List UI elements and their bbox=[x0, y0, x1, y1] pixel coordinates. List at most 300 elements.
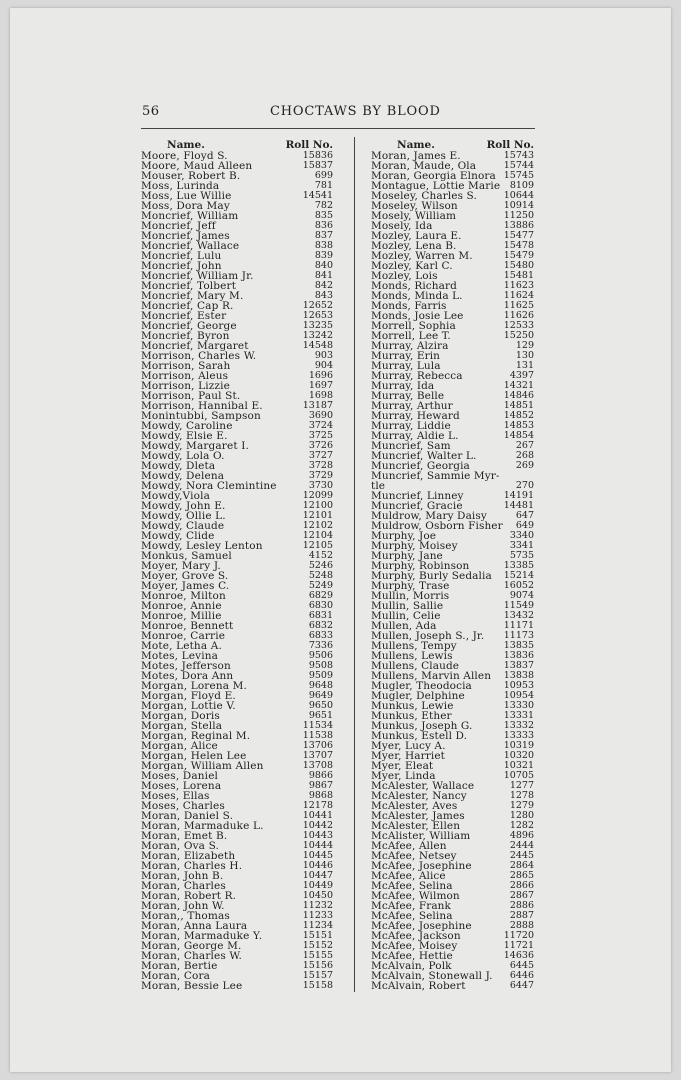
enrollee-name: Moncrief, Tolbert bbox=[141, 280, 237, 292]
left-column bbox=[141, 139, 333, 991]
enrollee-name: Morrison, Charles W. bbox=[141, 350, 257, 362]
roll-number: 838 bbox=[314, 240, 333, 251]
roll-number: 9074 bbox=[509, 590, 534, 601]
roll-number: 3341 bbox=[509, 540, 534, 551]
enrollee-name: Mowdy, Margaret I. bbox=[141, 440, 249, 452]
roll-number: 14854 bbox=[503, 430, 534, 441]
roll-number: 11234 bbox=[302, 920, 333, 931]
enrollee-name: Moore, Maud Alleen bbox=[141, 160, 253, 172]
roll-number: 15837 bbox=[302, 160, 333, 171]
roll-number: 15743 bbox=[503, 150, 534, 161]
enrollee-name: Moncrief, James bbox=[141, 230, 230, 242]
roll-number: 14481 bbox=[503, 500, 534, 511]
enrollee-name: McAfee, Frank bbox=[371, 900, 452, 912]
roll-number: 15156 bbox=[302, 960, 333, 971]
enrollee-name: Moran, Emet B. bbox=[141, 830, 228, 842]
enrollee-name: Mozley, Lena B. bbox=[371, 240, 457, 252]
enrollee-name: McAfee, Allen bbox=[371, 840, 447, 852]
enrollee-name: Morgan, William Allen bbox=[141, 760, 264, 772]
roll-number: 3727 bbox=[308, 450, 333, 461]
roll-entry bbox=[371, 981, 534, 991]
enrollee-name: Moses, Lorena bbox=[141, 780, 222, 792]
enrollee-name: Moncrief, William bbox=[141, 210, 239, 222]
enrollee-name: Morgan, Helen Lee bbox=[141, 750, 247, 762]
roll-number: 13886 bbox=[503, 220, 534, 231]
enrollee-name: Moncrief, Jeff bbox=[141, 220, 216, 232]
roll-number: 11233 bbox=[302, 910, 333, 921]
roll-entry bbox=[141, 981, 333, 991]
roll-number: 11538 bbox=[302, 730, 333, 741]
enrollee-name: Murphy, Trase bbox=[371, 580, 450, 592]
enrollee-name: tle bbox=[371, 480, 386, 492]
left-column-rows bbox=[141, 151, 333, 991]
enrollee-name: McAfee, Jackson bbox=[371, 930, 461, 942]
right-column bbox=[371, 139, 534, 991]
enrollee-name: Moyer, James C. bbox=[141, 580, 230, 592]
enrollee-name: Mowdy, Clide bbox=[141, 530, 215, 542]
roll-number: 782 bbox=[314, 200, 333, 211]
roll-number: 15836 bbox=[302, 150, 333, 161]
enrollee-name: Murray, Erin bbox=[371, 350, 441, 362]
enrollee-name: Mullen, Ada bbox=[371, 620, 437, 632]
enrollee-name: Monroe, Millie bbox=[141, 610, 222, 622]
roll-number: 3728 bbox=[308, 460, 333, 471]
enrollee-name: Morgan, Lorena M. bbox=[141, 680, 248, 692]
roll-number: 2887 bbox=[509, 910, 534, 921]
enrollee-name: Moran, Anna Laura bbox=[141, 920, 248, 932]
roll-number: 130 bbox=[515, 350, 534, 361]
enrollee-name: Mullin, Morris bbox=[371, 590, 450, 602]
name-column-heading: Name. bbox=[167, 139, 205, 151]
enrollee-name: Muncrief, Sammie Myr- bbox=[371, 470, 500, 482]
roll-number: 10443 bbox=[302, 830, 333, 841]
column-divider bbox=[354, 137, 355, 992]
enrollee-name: Moran, Cora bbox=[141, 970, 211, 982]
enrollee-name: Muncrief, Linney bbox=[371, 490, 464, 502]
roll-number: 837 bbox=[314, 230, 333, 241]
roll-number: 4397 bbox=[509, 370, 534, 381]
enrollee-name: Murray, Heward bbox=[371, 410, 460, 422]
enrollee-name: Muldrow, Osborn Fisher bbox=[371, 520, 503, 532]
enrollee-name: Mullen, Joseph S., Jr. bbox=[371, 630, 485, 642]
enrollee-name: Moncrief, Lulu bbox=[141, 250, 222, 262]
roll-number: 9650 bbox=[308, 700, 333, 711]
roll-number: 13836 bbox=[503, 650, 534, 661]
roll-number: 9649 bbox=[308, 690, 333, 701]
enrollee-name: Moncrief, George bbox=[141, 320, 237, 332]
enrollee-name: Mugler, Delphine bbox=[371, 690, 465, 702]
roll-number: 2445 bbox=[509, 850, 534, 861]
roll-number: 699 bbox=[314, 170, 333, 181]
enrollee-name: McAfee, Wilmon bbox=[371, 890, 460, 902]
enrollee-name: Moncrief, Cap R. bbox=[141, 300, 234, 312]
page-title: CHOCTAWS BY BLOOD bbox=[270, 104, 441, 119]
roll-number: 12105 bbox=[302, 540, 333, 551]
roll-number: 1698 bbox=[308, 390, 333, 401]
roll-number: 3730 bbox=[308, 480, 333, 491]
enrollee-name: McAfee, Josephine bbox=[371, 920, 472, 932]
roll-number: 842 bbox=[314, 280, 333, 291]
roll-number: 781 bbox=[314, 180, 333, 191]
roll-number: 10450 bbox=[302, 890, 333, 901]
enrollee-name: McAfee, Moisey bbox=[371, 940, 458, 952]
roll-number: 2865 bbox=[509, 870, 534, 881]
enrollee-name: Murray, Rebecca bbox=[371, 370, 463, 382]
enrollee-name: Mowdy, Claude bbox=[141, 520, 225, 532]
roll-number: 10914 bbox=[503, 200, 534, 211]
enrollee-name: McAfee, Alice bbox=[371, 870, 446, 882]
roll-number: 13385 bbox=[503, 560, 534, 571]
roll-number: 13837 bbox=[503, 660, 534, 671]
roll-number: 10319 bbox=[503, 740, 534, 751]
enrollee-name: Morrell, Lee T. bbox=[371, 330, 451, 342]
roll-number: 15479 bbox=[503, 250, 534, 261]
roll-number: 14548 bbox=[302, 340, 333, 351]
roll-number: 11173 bbox=[503, 630, 534, 641]
enrollee-name: McAlvain, Polk bbox=[371, 960, 452, 972]
roll-number: 15158 bbox=[302, 980, 333, 991]
enrollee-name: Myer, Lucy A. bbox=[371, 740, 446, 752]
roll-number: 15480 bbox=[503, 260, 534, 271]
enrollee-name: Moran, George M. bbox=[141, 940, 242, 952]
enrollee-name: Muldrow, Mary Daisy bbox=[371, 510, 487, 522]
roll-number: 6832 bbox=[308, 620, 333, 631]
enrollee-name: Moran, Daniel S. bbox=[141, 810, 234, 822]
roll-number: 13706 bbox=[302, 740, 333, 751]
enrollee-name: Morgan, Floyd E. bbox=[141, 690, 236, 702]
roll-number: 15151 bbox=[302, 930, 333, 941]
right-column-rows bbox=[371, 151, 534, 991]
roll-number: 10705 bbox=[503, 770, 534, 781]
roll-number: 10320 bbox=[503, 750, 534, 761]
roll-number: 13331 bbox=[503, 710, 534, 721]
enrollee-name: Motes, Jefferson bbox=[141, 660, 231, 672]
enrollee-name: Mowdy, Elsie E. bbox=[141, 430, 228, 442]
roll-number: 12653 bbox=[302, 310, 333, 321]
enrollee-name: Murray, Lula bbox=[371, 360, 441, 372]
enrollee-name: McAlester, Wallace bbox=[371, 780, 475, 792]
enrollee-name: Motes, Levina bbox=[141, 650, 219, 662]
enrollee-name: Moran, John B. bbox=[141, 870, 224, 882]
roll-number: 13432 bbox=[503, 610, 534, 621]
roll-number: 3340 bbox=[509, 530, 534, 541]
roll-number: 10953 bbox=[503, 680, 534, 691]
roll-number: 10442 bbox=[302, 820, 333, 831]
roll-number: 2866 bbox=[509, 880, 534, 891]
enrollee-name: Moran,, Thomas bbox=[141, 910, 230, 922]
roll-number: 5246 bbox=[308, 560, 333, 571]
roll-number: 6445 bbox=[509, 960, 534, 971]
roll-number: 6447 bbox=[509, 980, 534, 991]
roll-number: 13707 bbox=[302, 750, 333, 761]
roll-number: 840 bbox=[314, 260, 333, 271]
roll-number: 2867 bbox=[509, 890, 534, 901]
enrollee-name: Monroe, Milton bbox=[141, 590, 226, 602]
roll-number: 3724 bbox=[308, 420, 333, 431]
roll-number: 15250 bbox=[503, 330, 534, 341]
roll-number: 4896 bbox=[509, 830, 534, 841]
enrollee-name: Morrison, Hannibal E. bbox=[141, 400, 263, 412]
roll-number: 10321 bbox=[503, 760, 534, 771]
enrollee-name: Murray, Aldie L. bbox=[371, 430, 459, 442]
roll-number: 13332 bbox=[503, 720, 534, 731]
roll-number: 129 bbox=[515, 340, 534, 351]
roll-number: 835 bbox=[314, 210, 333, 221]
enrollee-name: Monds, Josie Lee bbox=[371, 310, 464, 322]
roll-number: 836 bbox=[314, 220, 333, 231]
roll-number: 1697 bbox=[308, 380, 333, 391]
roll-number: 13838 bbox=[503, 670, 534, 681]
roll-number: 267 bbox=[515, 440, 534, 451]
enrollee-name: Morgan, Lottie V. bbox=[141, 700, 236, 712]
roll-number: 15214 bbox=[503, 570, 534, 581]
enrollee-name: Moran, Ova S. bbox=[141, 840, 220, 852]
enrollee-name: Mosely, William bbox=[371, 210, 457, 222]
roll-number: 10447 bbox=[302, 870, 333, 881]
roll-number: 12533 bbox=[503, 320, 534, 331]
enrollee-name: Morgan, Alice bbox=[141, 740, 218, 752]
enrollee-name: Morrison, Paul St. bbox=[141, 390, 241, 402]
roll-number: 6831 bbox=[308, 610, 333, 621]
roll-number: 12102 bbox=[302, 520, 333, 531]
roll-number: 15481 bbox=[503, 270, 534, 281]
enrollee-name: Moncrief, John bbox=[141, 260, 222, 272]
roll-number: 10644 bbox=[503, 190, 534, 201]
roll-number: 1696 bbox=[308, 370, 333, 381]
enrollee-name: Myer, Linda bbox=[371, 770, 436, 782]
document-page bbox=[10, 8, 671, 1072]
enrollee-name: Mullens, Tempy bbox=[371, 640, 457, 652]
roll-number: 13235 bbox=[302, 320, 333, 331]
enrollee-name: Moncrief, William Jr. bbox=[141, 270, 254, 282]
enrollee-name: Mullens, Claude bbox=[371, 660, 460, 672]
roll-number: 15478 bbox=[503, 240, 534, 251]
enrollee-name: Moran, Maude, Ola bbox=[371, 160, 477, 172]
roll-number: 1280 bbox=[509, 810, 534, 821]
enrollee-name: Motes, Dora Ann bbox=[141, 670, 234, 682]
roll-number: 10444 bbox=[302, 840, 333, 851]
enrollee-name: Morrison, Aleus bbox=[141, 370, 229, 382]
name-column-heading: Name. bbox=[397, 139, 435, 151]
enrollee-name: Myer, Harriet bbox=[371, 750, 445, 762]
enrollee-name: Mowdy, Dleta bbox=[141, 460, 216, 472]
enrollee-name: Monroe, Bennett bbox=[141, 620, 234, 632]
enrollee-name: Mozley, Warren M. bbox=[371, 250, 473, 262]
roll-number: 10449 bbox=[302, 880, 333, 891]
roll-number: 14321 bbox=[503, 380, 534, 391]
enrollee-name: McAfee, Josephine bbox=[371, 860, 472, 872]
roll-number: 11171 bbox=[503, 620, 534, 631]
enrollee-name: Munkus, Ether bbox=[371, 710, 452, 722]
roll-number: 15745 bbox=[503, 170, 534, 181]
enrollee-name: Myer, Eleat bbox=[371, 760, 434, 772]
enrollee-name: McAlester, James bbox=[371, 810, 465, 822]
enrollee-name: Mugler, Theodocia bbox=[371, 680, 472, 692]
enrollee-name: Moses, Daniel bbox=[141, 770, 219, 782]
roll-number: 9509 bbox=[308, 670, 333, 681]
roll-number: 14191 bbox=[503, 490, 534, 501]
roll-number: 3726 bbox=[308, 440, 333, 451]
roll-number: 11626 bbox=[503, 310, 534, 321]
roll-number: 13330 bbox=[503, 700, 534, 711]
roll-number-column-heading: Roll No. bbox=[486, 139, 534, 151]
enrollee-name: McAfee, Hettie bbox=[371, 950, 453, 962]
enrollee-name: Mowdy, Delena bbox=[141, 470, 225, 482]
enrollee-name: Munkus, Joseph G. bbox=[371, 720, 473, 732]
enrollee-name: Moss, Lue Willie bbox=[141, 190, 232, 202]
roll-number: 13835 bbox=[503, 640, 534, 651]
enrollee-name: Munkus, Estell D. bbox=[371, 730, 468, 742]
enrollee-name: Murray, Alzira bbox=[371, 340, 449, 352]
roll-number: 3725 bbox=[308, 430, 333, 441]
roll-number: 903 bbox=[314, 350, 333, 361]
roll-number: 7336 bbox=[308, 640, 333, 651]
roll-number: 11720 bbox=[503, 930, 534, 941]
enrollee-name: Mozley, Karl C. bbox=[371, 260, 453, 272]
roll-number: 15744 bbox=[503, 160, 534, 171]
roll-number: 12178 bbox=[302, 800, 333, 811]
header-rule bbox=[141, 128, 535, 129]
enrollee-name: Moran, James E. bbox=[371, 150, 461, 162]
enrollee-name: Murphy, Moisey bbox=[371, 540, 458, 552]
enrollee-name: Moseley, Charles S. bbox=[371, 190, 477, 202]
enrollee-name: Moncrief, Ester bbox=[141, 310, 227, 322]
roll-number: 268 bbox=[515, 450, 534, 461]
enrollee-name: Monds, Richard bbox=[371, 280, 457, 292]
enrollee-name: Morrison, Lizzie bbox=[141, 380, 230, 392]
roll-number: 11549 bbox=[503, 600, 534, 611]
roll-number: 11721 bbox=[503, 940, 534, 951]
roll-number: 16052 bbox=[503, 580, 534, 591]
enrollee-name: Morgan, Reginal M. bbox=[141, 730, 251, 742]
roll-number: 9867 bbox=[308, 780, 333, 791]
enrollee-name: Monintubbi, Sampson bbox=[141, 410, 261, 422]
roll-number: 843 bbox=[314, 290, 333, 301]
roll-number: 9648 bbox=[308, 680, 333, 691]
roll-number: 14853 bbox=[503, 420, 534, 431]
enrollee-name: Muncrief, Walter L. bbox=[371, 450, 477, 462]
enrollee-name: Murray, Liddie bbox=[371, 420, 451, 432]
roll-number: 4152 bbox=[308, 550, 333, 561]
roll-number: 8109 bbox=[509, 180, 534, 191]
roll-number: 9508 bbox=[308, 660, 333, 671]
enrollee-name: Mote, Letha A. bbox=[141, 640, 222, 652]
roll-number: 10445 bbox=[302, 850, 333, 861]
enrollee-name: McAlester, Aves bbox=[371, 800, 458, 812]
enrollee-name: Mowdy, Caroline bbox=[141, 420, 233, 432]
roll-entry bbox=[371, 471, 534, 481]
enrollee-name: Mowdy, Lola O. bbox=[141, 450, 225, 462]
enrollee-name: Moran, Elizabeth bbox=[141, 850, 236, 862]
enrollee-name: Mozley, Laura E. bbox=[371, 230, 462, 242]
roll-number: 1282 bbox=[509, 820, 534, 831]
roll-number: 11623 bbox=[503, 280, 534, 291]
roll-number: 647 bbox=[515, 510, 534, 521]
enrollee-name: Mowdy, Lesley Lenton bbox=[141, 540, 263, 552]
roll-number: 11625 bbox=[503, 300, 534, 311]
enrollee-name: Moyer, Grove S. bbox=[141, 570, 229, 582]
page-header bbox=[140, 104, 540, 122]
roll-number-column-heading: Roll No. bbox=[285, 139, 333, 151]
enrollee-name: Moses, Charles bbox=[141, 800, 225, 812]
roll-number: 3729 bbox=[308, 470, 333, 481]
enrollee-name: Moran, Marmaduke L. bbox=[141, 820, 264, 832]
enrollee-name: Moran, Charles bbox=[141, 880, 226, 892]
roll-number: 14851 bbox=[503, 400, 534, 411]
roll-number: 10441 bbox=[302, 810, 333, 821]
enrollee-name: Muncrief, Gracie bbox=[371, 500, 463, 512]
roll-number: 13708 bbox=[302, 760, 333, 771]
enrollee-name: Munkus, Lewie bbox=[371, 700, 454, 712]
roll-number: 5735 bbox=[509, 550, 534, 561]
roll-number: 1279 bbox=[509, 800, 534, 811]
enrollee-name: Mowdy, John E. bbox=[141, 500, 226, 512]
roll-number: 12104 bbox=[302, 530, 333, 541]
enrollee-name: Monds, Minda L. bbox=[371, 290, 463, 302]
roll-number: 10446 bbox=[302, 860, 333, 871]
enrollee-name: Moore, Floyd S. bbox=[141, 150, 228, 162]
enrollee-name: Murphy, Joe bbox=[371, 530, 437, 542]
page-number: 56 bbox=[142, 104, 160, 119]
roll-number: 2886 bbox=[509, 900, 534, 911]
roll-number: 904 bbox=[314, 360, 333, 371]
roll-number: 2888 bbox=[509, 920, 534, 931]
enrollee-name: Morgan, Stella bbox=[141, 720, 223, 732]
enrollee-name: Moss, Lurinda bbox=[141, 180, 220, 192]
enrollee-name: McAfee, Netsey bbox=[371, 850, 457, 862]
enrollee-name: Moran, Georgia Elnora bbox=[371, 170, 496, 182]
enrollee-name: Moyer, Mary J. bbox=[141, 560, 221, 572]
roll-number: 1278 bbox=[509, 790, 534, 801]
roll-number: 269 bbox=[515, 460, 534, 471]
roll-number: 2444 bbox=[509, 840, 534, 851]
enrollee-name: Moran, John W. bbox=[141, 900, 225, 912]
enrollee-name: Mosely, Ida bbox=[371, 220, 433, 232]
enrollee-name: McAlester, Ellen bbox=[371, 820, 461, 832]
enrollee-name: Moncrief, Byron bbox=[141, 330, 230, 342]
roll-number: 6829 bbox=[308, 590, 333, 601]
enrollee-name: Moran, Bertie bbox=[141, 960, 218, 972]
enrollee-name: McAlvain, Stonewall J. bbox=[371, 970, 493, 982]
roll-number: 15155 bbox=[302, 950, 333, 961]
enrollee-name: Monroe, Annie bbox=[141, 600, 222, 612]
enrollee-name: Muncrief, Sam bbox=[371, 440, 451, 452]
enrollee-name: Moncrief, Margaret bbox=[141, 340, 249, 352]
roll-number: 270 bbox=[515, 480, 534, 491]
roll-number: 11232 bbox=[302, 900, 333, 911]
enrollee-name: Morrell, Sophia bbox=[371, 320, 456, 332]
enrollee-name: Moran, Charles W. bbox=[141, 950, 243, 962]
enrollee-name: Moran, Bessie Lee bbox=[141, 980, 243, 992]
roll-number: 1277 bbox=[509, 780, 534, 791]
roll-number: 14636 bbox=[503, 950, 534, 961]
enrollee-name: McAfee, Selina bbox=[371, 880, 453, 892]
enrollee-name: Murphy, Robinson bbox=[371, 560, 470, 572]
roll-number: 12101 bbox=[302, 510, 333, 521]
roll-number: 2864 bbox=[509, 860, 534, 871]
roll-number: 11250 bbox=[503, 210, 534, 221]
roll-number: 11624 bbox=[503, 290, 534, 301]
enrollee-name: Muncrief, Georgia bbox=[371, 460, 470, 472]
roll-number: 14846 bbox=[503, 390, 534, 401]
enrollee-name: McAlister, William bbox=[371, 830, 471, 842]
roll-number: 15477 bbox=[503, 230, 534, 241]
roll-number: 12099 bbox=[302, 490, 333, 501]
roll-number: 9651 bbox=[308, 710, 333, 721]
enrollee-name: McAlester, Nancy bbox=[371, 790, 467, 802]
enrollee-name: Monkus, Samuel bbox=[141, 550, 232, 562]
enrollee-name: Mouser, Robert B. bbox=[141, 170, 241, 182]
